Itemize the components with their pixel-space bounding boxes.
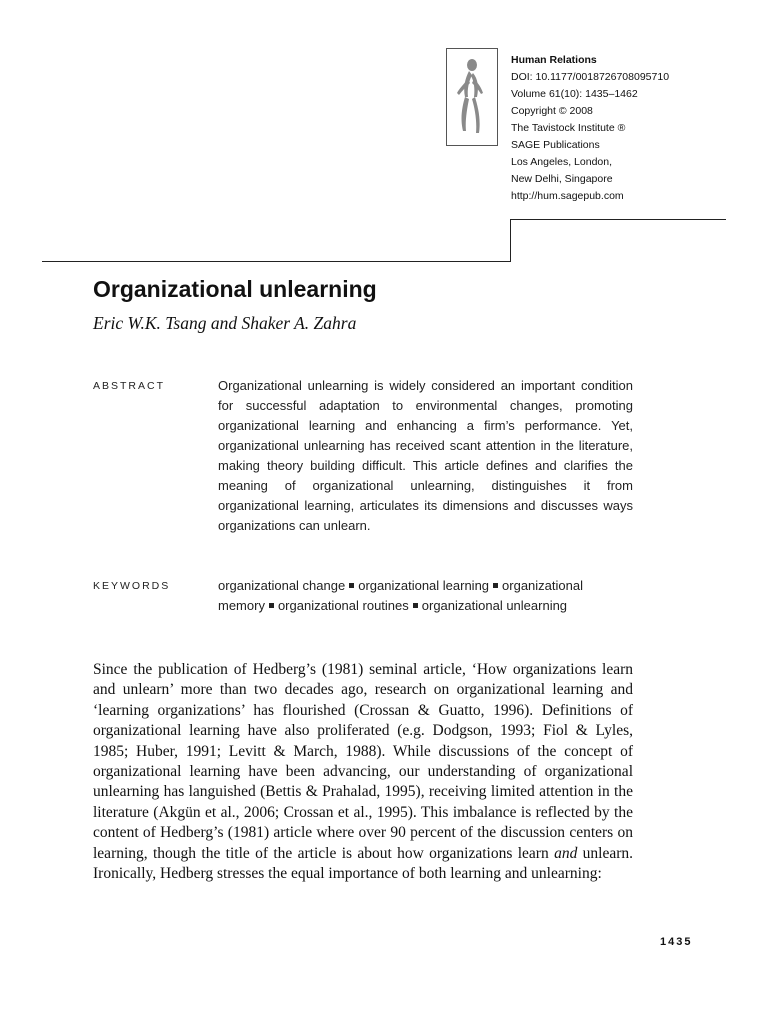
abstract-label: ABSTRACT [93, 380, 166, 392]
keyword-separator [493, 583, 498, 588]
keyword-item: organizational change [218, 578, 346, 593]
body-text: Since the publication of Hedberg’s (1981) seminal article, ‘How organizations learn and unlearn’ more than two decades ago, research on organizational learning and ‘learning organizations’ has flourished (Crossan & Guatto, 1996). Definitions of organizational learning have also proliferated (e.g. Dodgson, 1993; Fiol & Lyles, 1985; Huber, 1991; Levitt & March, 1988). While discussions of the concept of organizational learning have been advancing, our understanding of organizational unlearning has languished (Bettis & Prahalad, 1995), receiving limited attention in the literature (Akgün et al., 2006; Crossan et al., 1995). This imbalance is reflected by the content of Hedberg’s (1981) article where over 90 percent of the discussion centers on learning, though the title of the article is about how organizations learn [93, 661, 633, 862]
keywords-list [218, 576, 633, 616]
keyword-item: organizational unlearning [421, 598, 568, 613]
header-rule-vertical [510, 219, 511, 261]
keyword-item: organizational memory [218, 578, 583, 613]
page-number: 1435 [660, 936, 693, 948]
journal-logo [446, 48, 498, 146]
keyword-separator [269, 603, 274, 608]
article-title: Organizational unlearning [93, 276, 377, 302]
journal-locations-1: Los Angeles, London, [511, 156, 613, 168]
journal-locations-2: New Delhi, Singapore [511, 173, 613, 185]
journal-doi: DOI: 10.1177/0018726708095710 [511, 71, 670, 83]
keyword-separator [413, 603, 418, 608]
header-rule-right [510, 219, 726, 220]
keyword-item: organizational routines [277, 598, 409, 613]
journal-title: Human Relations [511, 54, 597, 66]
keyword-item: organizational learning [358, 578, 490, 593]
journal-info [511, 52, 751, 205]
keywords-label: KEYWORDS [93, 580, 171, 592]
abstract-text: Organizational unlearning is widely considered an important condition for successful adaptation to environmental changes, promoting organizational learning and enhancing a firm’s performance. Yet, organizational unlearning has received scant attention in the literature, making theory building difficult. This article defines and clarifies the meaning of organizational unlearning, distinguishes it from organizational learning, articulates its dimensions and discusses ways organizations can unlearn. [218, 378, 633, 533]
body-emphasis: and [554, 844, 578, 862]
journal-volume: Volume 61(10): 1435–1462 [511, 88, 638, 100]
body-paragraph [93, 660, 633, 884]
walking-figure-icon [447, 49, 497, 145]
journal-publisher-institute: The Tavistock Institute ® [511, 122, 626, 134]
journal-url: http://hum.sagepub.com [511, 190, 624, 202]
article-authors: Eric W.K. Tsang and Shaker A. Zahra [93, 313, 357, 333]
journal-copyright: Copyright © 2008 [511, 105, 593, 117]
body-text-end: unlearn. Ironically, Hedberg stresses the equal importance of both learning and unlearning: [93, 844, 634, 883]
header-rule-left [42, 261, 511, 262]
keyword-separator [349, 583, 354, 588]
journal-publisher: SAGE Publications [511, 139, 600, 151]
